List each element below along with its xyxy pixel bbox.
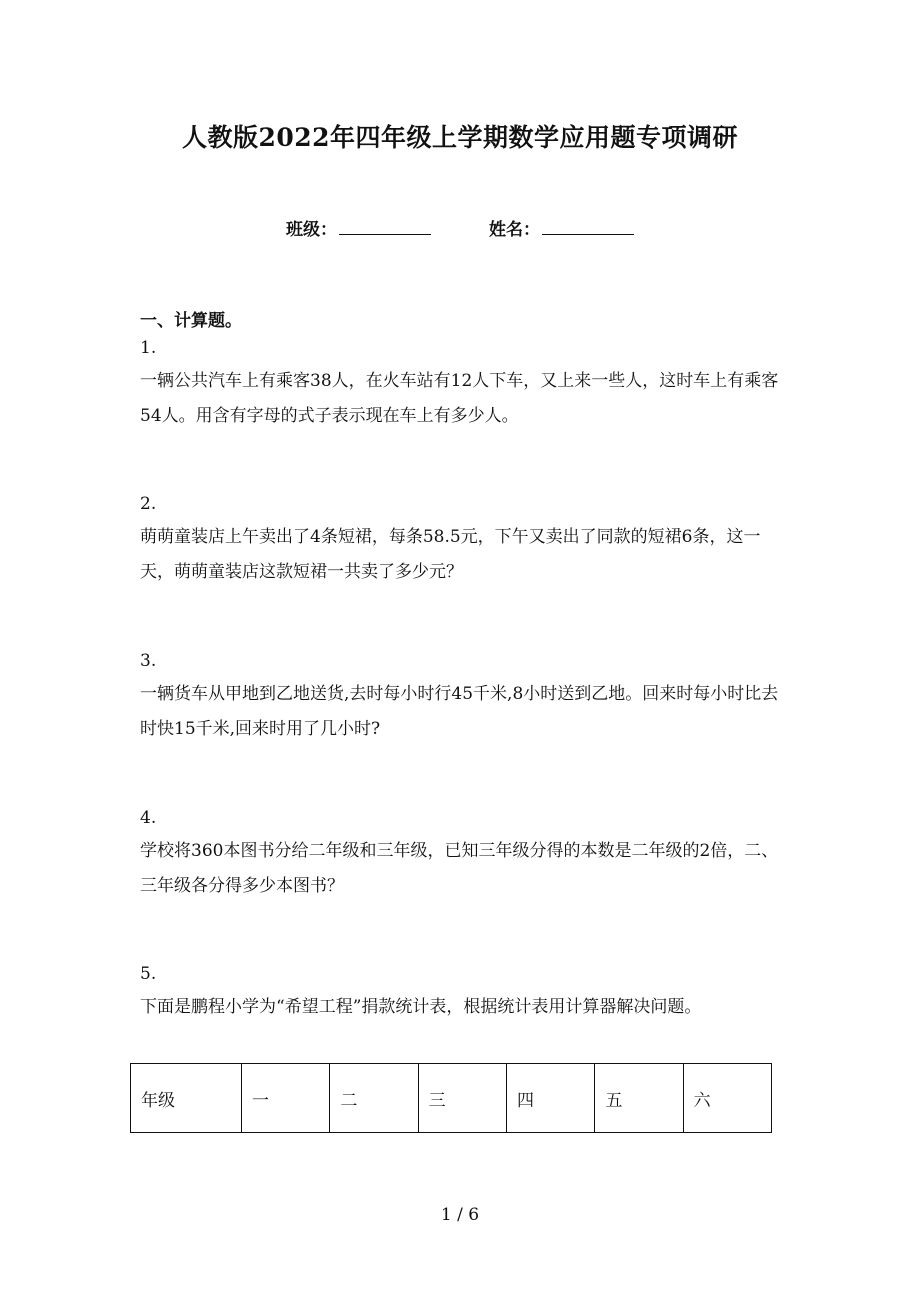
question-4-text: 学校将360本图书分给二年级和三年级，已知三年级分得的本数是二年级的2倍，二、三年级各分得多少本图书？ <box>140 841 779 896</box>
donation-table <box>130 1063 772 1133</box>
page-number: 1 / 6 <box>440 1205 480 1225</box>
class-field <box>286 215 431 240</box>
question-1-text: 一辆公共汽车上有乘客38人，在火车站有12人下车，又上来一些人，这时车上有乘客54人。用含有字母的式子表示现在车上有多少人。 <box>140 371 779 426</box>
table-cell: 二 <box>330 1064 418 1133</box>
table-header-cell: 年级 <box>131 1064 242 1133</box>
section-heading: 一、计算题。 <box>140 311 242 331</box>
question-3-text: 一辆货车从甲地到乙地送货,去时每小时行45千米,8小时送到乙地。回来时每小时比去时快15千米,回来时用了几小时? <box>140 684 779 739</box>
name-field <box>489 215 634 240</box>
question-5-text: 下面是鹏程小学为“希望工程”捐款统计表，根据统计表用计算器解决问题。 <box>140 997 702 1017</box>
question-2-number: 2. <box>140 494 157 514</box>
class-blank[interactable] <box>339 217 431 235</box>
table-cell: 一 <box>242 1064 330 1133</box>
question-2-text: 萌萌童装店上午卖出了4条短裙，每条58.5元，下午又卖出了同款的短裙6条，这一天，萌萌童装店这款短裙一共卖了多少元？ <box>140 527 761 582</box>
name-blank[interactable] <box>542 217 634 235</box>
question-5-number: 5. <box>140 964 157 984</box>
name-label: 姓名： <box>488 220 540 240</box>
table-cell: 五 <box>595 1064 683 1133</box>
question-1-number: 1. <box>140 338 157 358</box>
document-title: 人教版2022年四年级上学期数学应用题专项调研 <box>181 123 739 152</box>
question-4-number: 4. <box>140 808 157 828</box>
table-cell: 六 <box>683 1064 771 1133</box>
question-3-number: 3. <box>140 651 157 671</box>
student-info <box>0 215 920 240</box>
table-cell: 三 <box>418 1064 506 1133</box>
table-row <box>131 1064 772 1133</box>
class-label: 班级： <box>286 220 338 240</box>
table-cell: 四 <box>506 1064 594 1133</box>
